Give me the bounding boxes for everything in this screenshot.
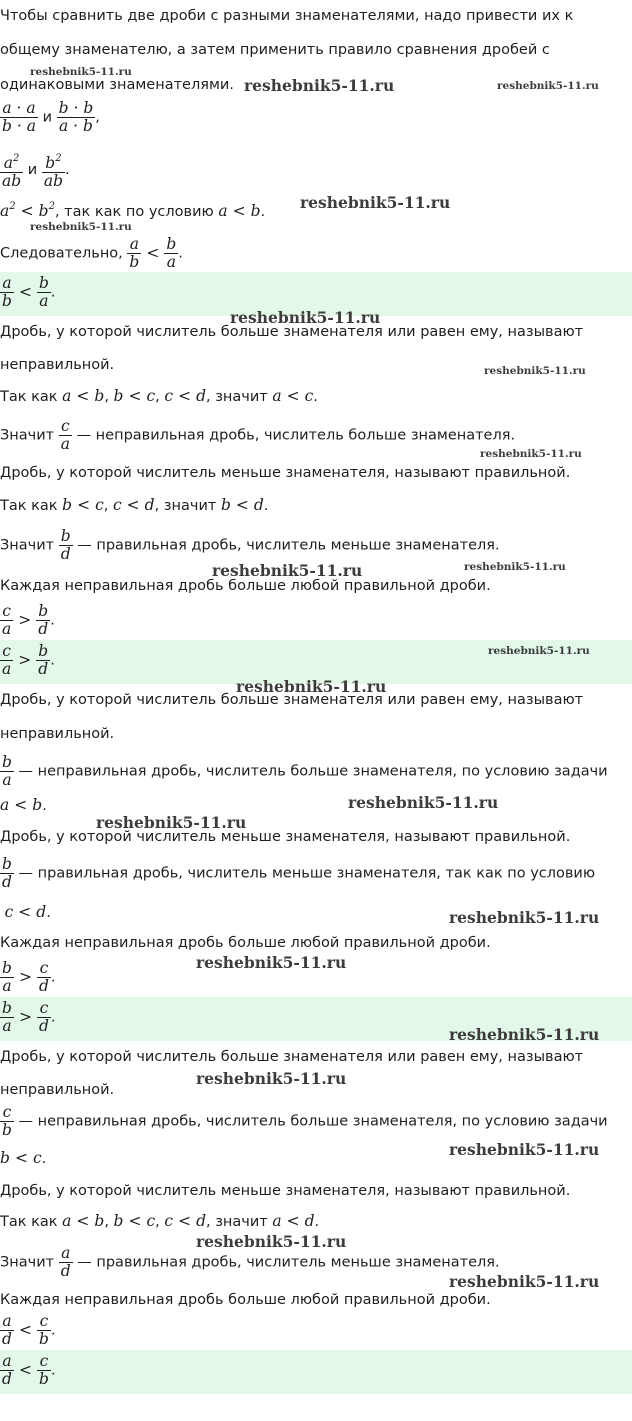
- watermark: reshebnik5-11.ru: [196, 953, 347, 972]
- text-line: неправильной.: [0, 1082, 115, 1098]
- text-line: Дробь, у которой числитель больше знаменателя или равен ему, называют: [0, 1049, 584, 1065]
- watermark: reshebnik5-11.ru: [464, 561, 566, 573]
- math-line: $\frac{c}{b}$ — неправильная дробь, числитель больше знаменателя, по условию задачи: [2, 1103, 608, 1139]
- math-line: Значит $\frac{b}{d}$ — правильная дробь, числитель меньше знаменателя.: [0, 527, 500, 563]
- watermark: reshebnik5-11.ru: [449, 1025, 600, 1044]
- math-line: $\frac{c}{a}$ > $\frac{b}{d}$ .: [2, 602, 55, 638]
- math-line: a < b.: [0, 796, 47, 814]
- watermark: reshebnik5-11.ru: [30, 221, 132, 233]
- watermark: reshebnik5-11.ru: [300, 193, 451, 212]
- watermark: reshebnik5-11.ru: [449, 1140, 600, 1159]
- watermark: reshebnik5-11.ru: [244, 76, 395, 95]
- answer-line: $\frac{b}{a}$ > $\frac{c}{d}$ .: [2, 999, 56, 1035]
- math-line: $\frac{a}{d}$ < $\frac{c}{b}$ .: [2, 1312, 56, 1348]
- text-line: Каждая неправильная дробь больше любой правильной дроби.: [0, 1292, 491, 1308]
- text-line: Дробь, у которой числитель меньше знаменателя, называют правильной.: [0, 829, 571, 845]
- math-line: c < d.: [4, 903, 51, 921]
- math-line: $\frac{b}{d}$ — правильная дробь, числитель меньше знаменателя, так как по условию: [2, 855, 596, 891]
- watermark: reshebnik5-11.ru: [449, 1272, 600, 1291]
- watermark: reshebnik5-11.ru: [497, 80, 599, 92]
- watermark: reshebnik5-11.ru: [196, 1232, 347, 1251]
- text-line: Дробь, у которой числитель меньше знаменателя, называют правильной.: [0, 465, 571, 481]
- watermark: reshebnik5-11.ru: [488, 645, 590, 657]
- watermark: reshebnik5-11.ru: [212, 561, 363, 580]
- answer-line: $\frac{a}{b}$ < $\frac{b}{a}$ .: [2, 274, 56, 310]
- answer-line: $\frac{c}{a}$ > $\frac{b}{d}$ .: [2, 642, 55, 678]
- watermark: reshebnik5-11.ru: [30, 66, 132, 78]
- math-line: $\frac{a \cdot a}{b \cdot a}$ и $\frac{b \cdot b}{a \cdot b}$ ,: [2, 99, 100, 135]
- text-line: Дробь, у которой числитель меньше знаменателя, называют правильной.: [0, 1183, 571, 1199]
- watermark: reshebnik5-11.ru: [196, 1069, 347, 1088]
- math-line: Следовательно, $\frac{a}{b}$ < $\frac{b}{a}$ .: [0, 235, 183, 271]
- text-line: Каждая неправильная дробь больше любой правильной дроби.: [0, 578, 491, 594]
- text-line: Каждая неправильная дробь больше любой правильной дроби.: [0, 935, 491, 951]
- math-line: $a^2 < b^2$, так как по условию a < b.: [0, 201, 266, 220]
- math-line: Так как a < b, b < c, c < d, значит a < d.: [0, 1212, 320, 1230]
- answer-highlight: [0, 1350, 632, 1394]
- answer-line: $\frac{a}{d}$ < $\frac{c}{b}$ .: [2, 1352, 56, 1388]
- watermark: reshebnik5-11.ru: [480, 448, 582, 460]
- math-line: $\frac{b}{a}$ — неправильная дробь, числитель больше знаменателя, по условию задачи: [2, 753, 608, 789]
- watermark: reshebnik5-11.ru: [348, 793, 499, 812]
- math-line: Значит $\frac{c}{a}$ — неправильная дробь, числитель больше знаменателя.: [0, 417, 516, 453]
- text-line: одинаковыми знаменателями.: [0, 77, 234, 93]
- watermark: reshebnik5-11.ru: [230, 308, 381, 327]
- math-line: $\frac{b}{a}$ > $\frac{c}{d}$ .: [2, 959, 56, 995]
- watermark: reshebnik5-11.ru: [236, 677, 387, 696]
- text-line: общему знаменателю, а затем применить правило сравнения дробей с: [0, 42, 550, 58]
- watermark: reshebnik5-11.ru: [484, 365, 586, 377]
- watermark: reshebnik5-11.ru: [449, 908, 600, 927]
- text-line: Чтобы сравнить две дроби с разными знаменателями, надо привести их к: [0, 8, 574, 24]
- watermark: reshebnik5-11.ru: [96, 813, 247, 832]
- math-line: $\frac{a^2}{ab}$ и $\frac{b^2}{ab}$ .: [0, 150, 70, 190]
- math-line: Так как b < c, c < d, значит b < d.: [0, 496, 269, 514]
- text-line: неправильной.: [0, 726, 115, 742]
- math-line: Значит $\frac{a}{d}$ — правильная дробь, числитель меньше знаменателя.: [0, 1244, 500, 1280]
- math-line: Так как a < b, b < c, c < d, значит a < c.: [0, 387, 318, 405]
- text-line: неправильной.: [0, 357, 115, 373]
- text-line: Дробь, у которой числитель больше знаменателя или равен ему, называют: [0, 324, 584, 340]
- text-line: Дробь, у которой числитель больше знаменателя или равен ему, называют: [0, 692, 584, 708]
- math-line: b < c.: [0, 1149, 47, 1167]
